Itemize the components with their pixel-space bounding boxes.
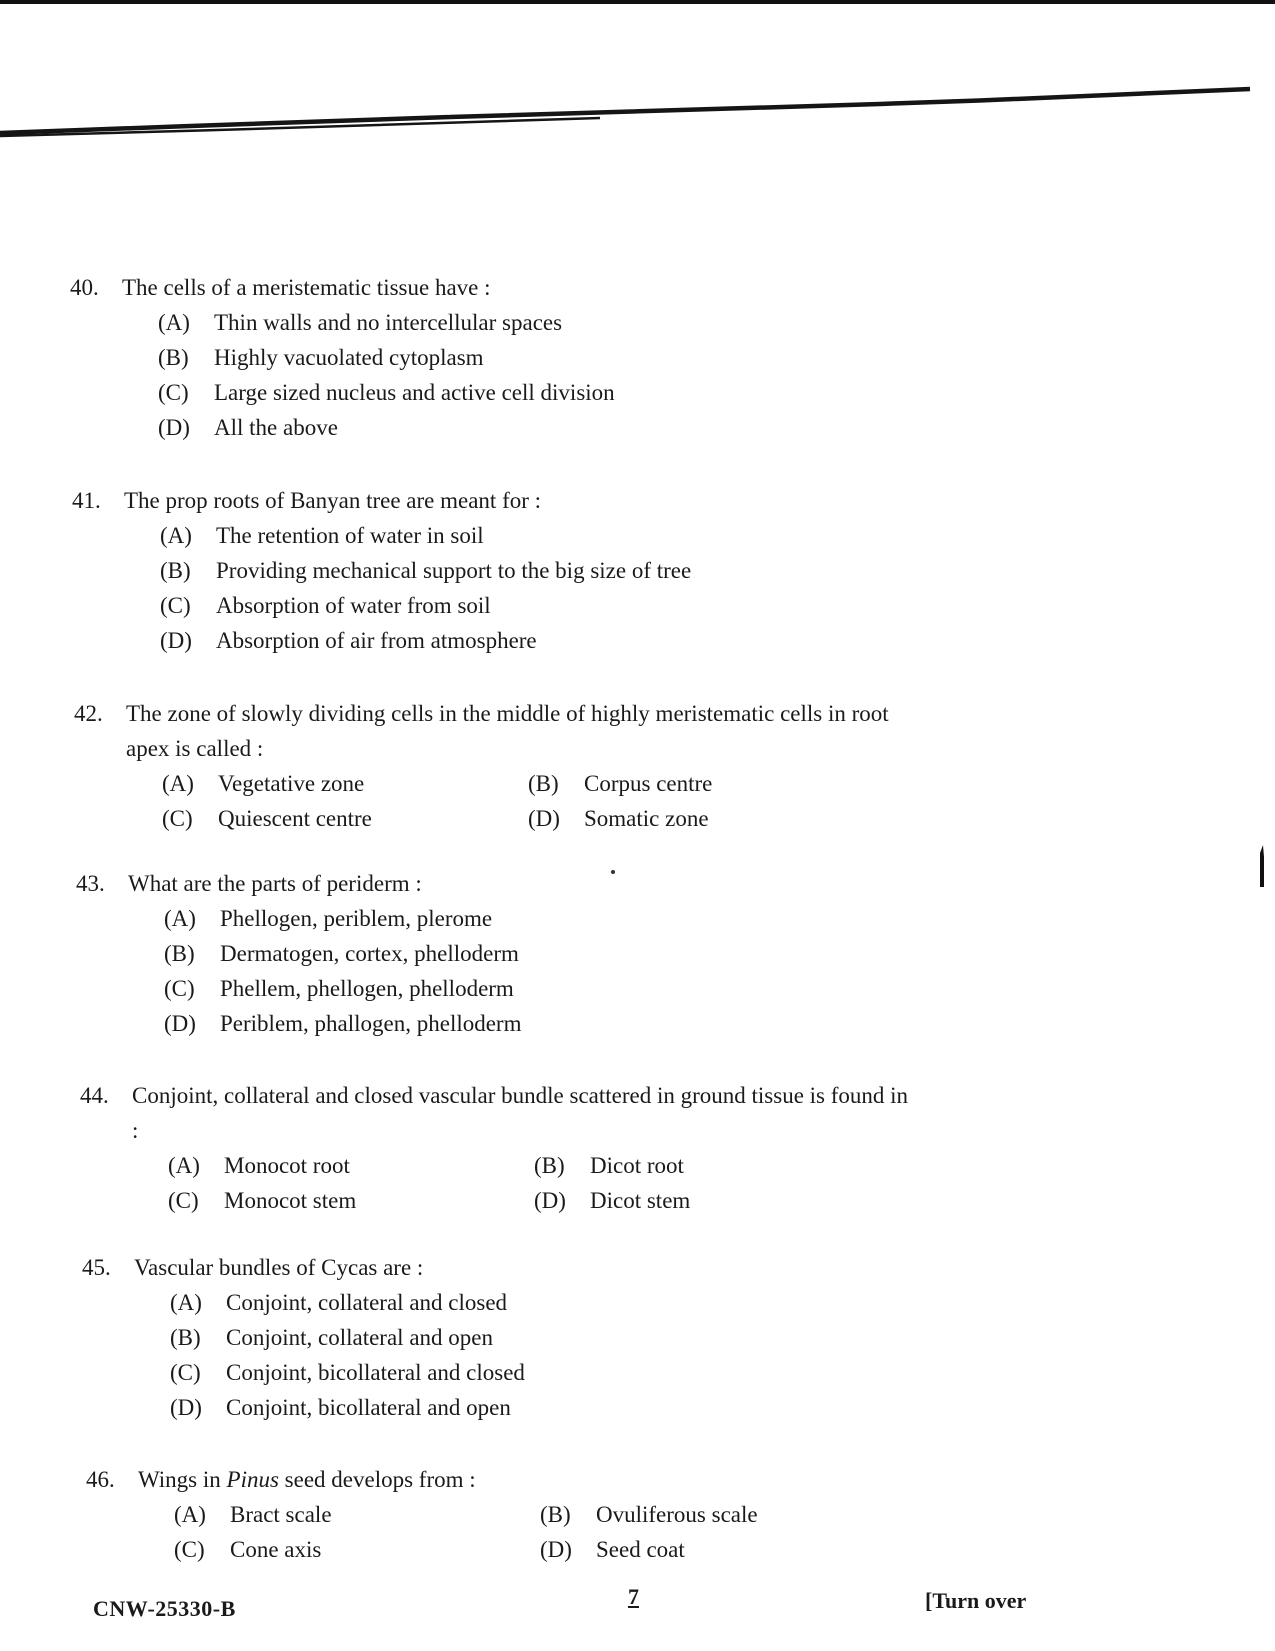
option-text: Somatic zone [584,806,709,831]
option-label: (A) [160,523,192,548]
option-text: Dermatogen, cortex, phelloderm [220,941,519,966]
option-text: Highly vacuolated cytoplasm [214,345,484,370]
page-footer [0,1584,1275,1630]
option-label: (D) [534,1188,566,1213]
question-number: 44. [80,1083,109,1108]
option-text: Conjoint, bicollateral and open [226,1395,511,1420]
question-number: 46. [86,1467,115,1492]
option-text: Thin walls and no intercellular spaces [214,310,563,335]
option-text: Phellem, phellogen, phelloderm [220,976,514,1001]
option-text: Large sized nucleus and active cell division [214,380,615,405]
option-label: (A) [158,310,190,335]
option-label: (A) [162,771,194,796]
question-text-part: seed develops from : [278,1467,476,1492]
question-text-part: Wings in [138,1467,227,1492]
option-text: The retention of water in soil [216,523,484,548]
option-label: (D) [540,1537,572,1562]
option-text: Corpus centre [584,771,713,796]
turn-over-note: [Turn over [925,1588,1027,1613]
option-text: Conjoint, collateral and closed [226,1290,508,1315]
option-text: Providing mechanical support to the big size of tree [216,558,692,583]
question-number: 41. [72,488,101,513]
option-label: (D) [158,415,190,440]
option-text: Phellogen, periblem, plerome [220,906,493,931]
option-text: Bract scale [230,1502,332,1527]
option-label: (C) [168,1188,199,1213]
option-text: Monocot root [224,1153,350,1178]
option-label: (C) [158,380,189,405]
option-text: All the above [214,415,338,440]
question-number: 43. [76,871,105,896]
option-label: (D) [164,1011,196,1036]
option-text: Conjoint, collateral and open [226,1325,493,1350]
option-text: Ovuliferous scale [596,1502,758,1527]
question-text: What are the parts of periderm : [128,871,422,896]
species-name: Pinus [226,1467,279,1492]
option-label: (C) [162,806,193,831]
option-text: Dicot stem [590,1188,691,1213]
option-label: (D) [160,628,192,653]
option-text: Cone axis [230,1537,322,1562]
option-text: Seed coat [596,1537,685,1562]
option-text: Periblem, phallogen, phelloderm [220,1011,522,1036]
option-label: (C) [164,976,195,1001]
question-text: Vascular bundles of Cycas are : [134,1255,424,1280]
option-label: (B) [164,941,195,966]
option-text: Absorption of air from atmosphere [216,628,537,653]
option-text: Absorption of water from soil [216,593,491,618]
option-label: (A) [170,1290,202,1315]
option-label: (B) [534,1153,565,1178]
option-label: (C) [160,593,191,618]
question-number: 42. [74,701,103,726]
question-text: The prop roots of Banyan tree are meant for : [124,488,542,513]
option-label: (B) [528,771,559,796]
option-label: (C) [170,1360,201,1385]
option-text: Conjoint, bicollateral and closed [226,1360,525,1385]
question-text: Conjoint, collateral and closed vascular bundle scattered in ground tissue is found in : [132,1083,909,1143]
option-text: Dicot root [590,1153,684,1178]
option-label: (B) [158,345,189,370]
option-label: (B) [160,558,191,583]
option-label: (D) [170,1395,202,1420]
paper-code: CNW-25330-B [93,1596,236,1621]
option-label: (D) [528,806,560,831]
option-label: (B) [170,1325,201,1350]
question-text: The cells of a meristematic tissue have : [122,275,491,300]
option-label: (B) [540,1502,571,1527]
page-number: 7 [628,1584,639,1609]
option-label: (A) [174,1502,206,1527]
option-label: (C) [174,1537,205,1562]
question-text: The zone of slowly dividing cells in the middle of highly meristematic cells in root apex is called : [126,701,889,761]
option-text: Monocot stem [224,1188,357,1213]
option-label: (A) [164,906,196,931]
option-text: Vegetative zone [218,771,365,796]
option-text: Quiescent centre [218,806,372,831]
question-number: 40. [70,275,99,300]
question-number: 45. [82,1255,111,1280]
option-label: (A) [168,1153,200,1178]
